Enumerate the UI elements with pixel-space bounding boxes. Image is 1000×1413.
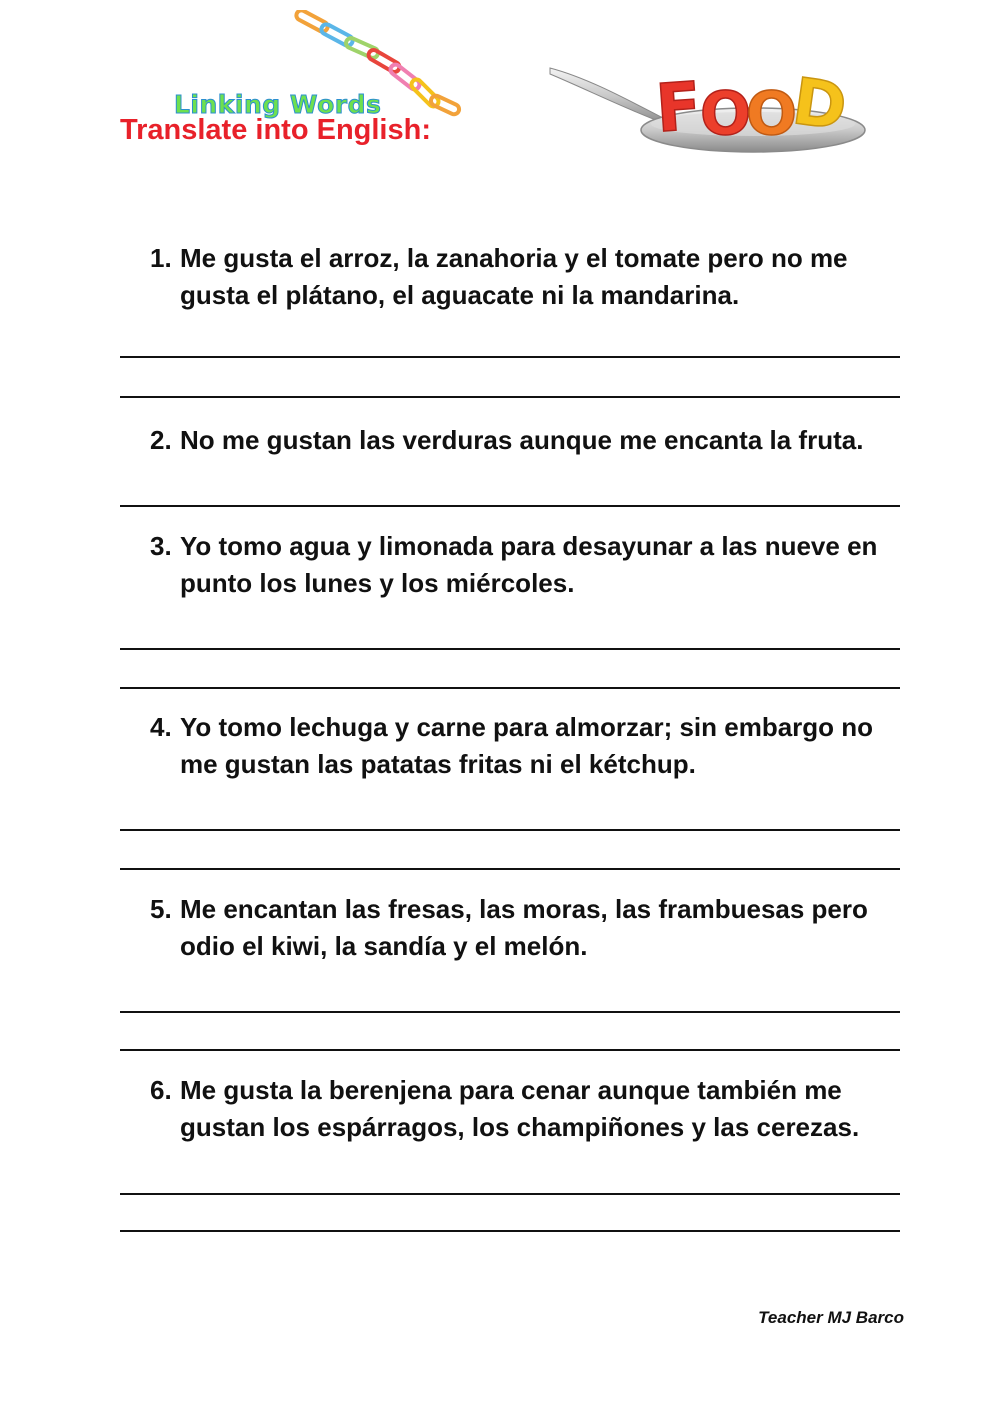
question-text: Me gusta el arroz, la zanahoria y el tomate pero no me gusta el plátano, el aguacate ni la mandarina. [180, 243, 848, 310]
answer-line[interactable] [120, 505, 900, 507]
food-logo [548, 48, 878, 163]
footer-author: Teacher MJ Barco [758, 1308, 904, 1327]
question-3 [150, 528, 910, 602]
answer-line[interactable] [120, 648, 900, 650]
question-number: 6. [150, 1075, 172, 1105]
answer-line[interactable] [120, 1230, 900, 1232]
food-letter-2: O [700, 79, 752, 149]
question-5 [150, 891, 910, 965]
food-letter-4: D [788, 64, 852, 146]
question-number: 2. [150, 425, 172, 455]
question-1 [150, 240, 910, 314]
answer-line[interactable] [120, 356, 900, 358]
logo-title: Linking Words [174, 90, 382, 119]
question-4 [150, 709, 910, 783]
instruction-title: Translate into English: [120, 114, 431, 146]
answer-line[interactable] [120, 829, 900, 831]
question-text: Yo tomo agua y limonada para desayunar a las nueve en punto los lunes y los miércoles. [180, 531, 878, 598]
question-text: Yo tomo lechuga y carne para almorzar; sin embargo no me gustan las patatas fritas ni el kétchup. [180, 712, 874, 779]
answer-line[interactable] [120, 868, 900, 870]
answer-line[interactable] [120, 1049, 900, 1051]
question-text: Me encantan las fresas, las moras, las frambuesas pero odio el kiwi, la sandía y el melón. [180, 894, 868, 961]
food-letter-1: F [653, 67, 704, 148]
answer-line[interactable] [120, 1193, 900, 1195]
answer-line[interactable] [120, 396, 900, 398]
spoon-icon [548, 48, 878, 163]
question-6 [150, 1072, 910, 1146]
question-number: 1. [150, 243, 172, 273]
question-2 [150, 422, 910, 459]
answer-line[interactable] [120, 687, 900, 689]
answer-line[interactable] [120, 1011, 900, 1013]
linking-words-logo [160, 10, 490, 120]
question-text: Me gusta la berenjena para cenar aunque también me gustan los espárragos, los champiñones y las cerezas. [180, 1075, 860, 1142]
food-letter-3: O [746, 79, 798, 149]
question-number: 4. [150, 712, 172, 742]
question-number: 3. [150, 531, 172, 561]
question-text: No me gustan las verduras aunque me encanta la fruta. [180, 425, 864, 455]
question-number: 5. [150, 894, 172, 924]
